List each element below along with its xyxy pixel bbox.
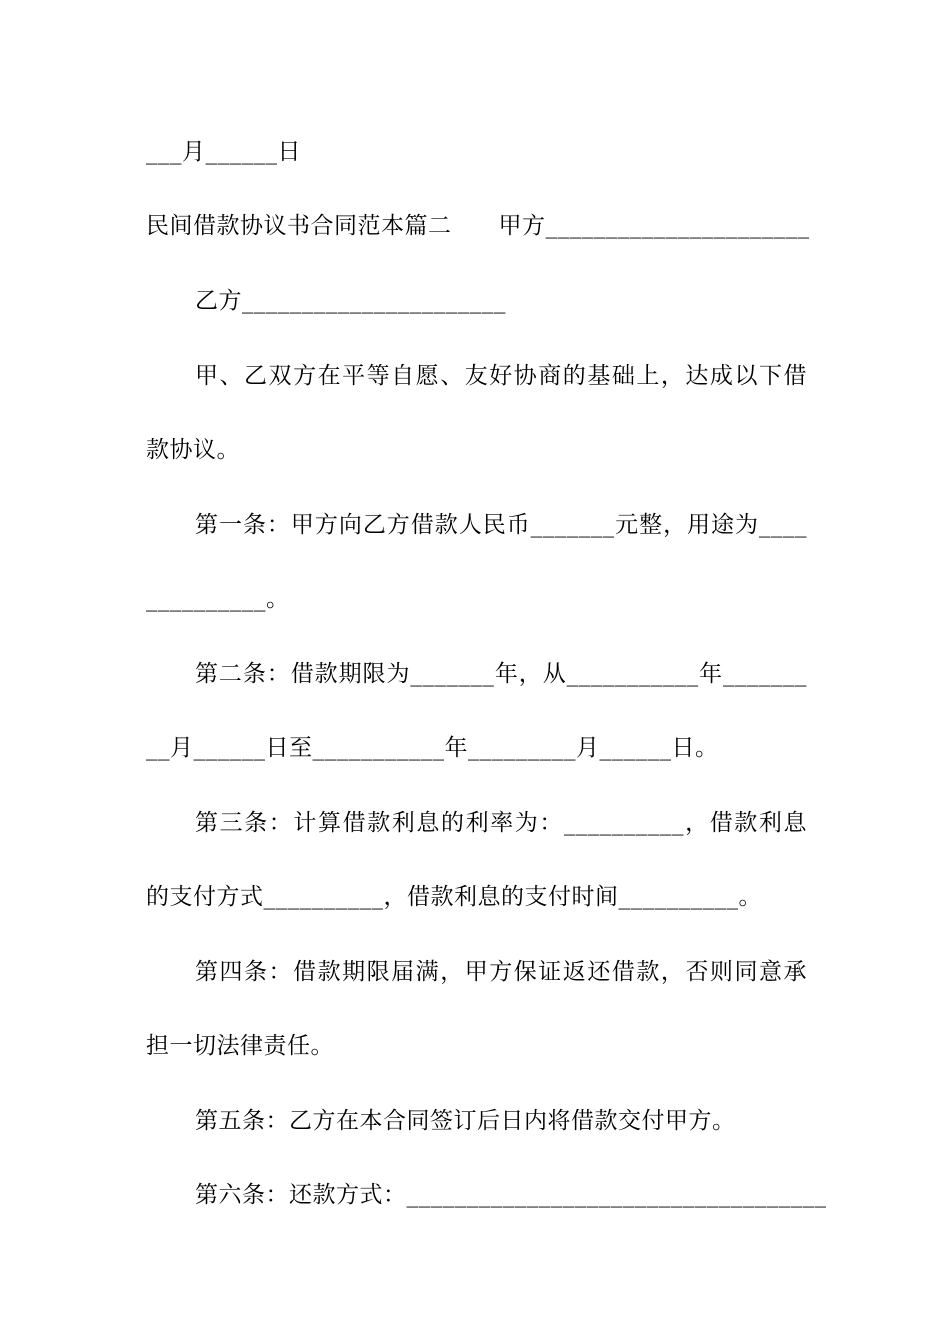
article-3-line-1: 第三条：计算借款利息的利率为：__________，借款利息 <box>195 810 807 836</box>
article-4-line-2: 担一切法律责任。 <box>146 1033 334 1059</box>
article-5-line: 第五条：乙方在本合同签订后日内将借款交付甲方。 <box>195 1108 736 1134</box>
article-3-line-2: 的支付方式__________，借款利息的支付时间__________。 <box>146 884 762 910</box>
intro-paragraph-line-2: 款协议。 <box>146 437 240 463</box>
article-1-line-1: 第一条：甲方向乙方借款人民币_______元整，用途为____ <box>195 512 807 538</box>
intro-paragraph-line-1: 甲、乙双方在平等自愿、友好协商的基础上，达成以下借 <box>195 363 807 389</box>
section-title-party-a: 民间借款协议书合同范本篇二 甲方______________________ <box>146 213 810 239</box>
party-b-line: 乙方______________________ <box>195 288 506 314</box>
article-6-line: 第六条：还款方式：___________________________________ <box>195 1182 827 1208</box>
article-1-line-2: __________。 <box>146 586 290 612</box>
date-line: ___月______日 <box>146 139 301 165</box>
article-4-line-1: 第四条：借款期限届满，甲方保证返还借款，否则同意承 <box>195 959 807 985</box>
article-2-line-1: 第二条：借款期限为_______年，从___________年_______ <box>195 661 807 687</box>
article-2-line-2: __月______日至___________年_________月______日。 <box>146 735 719 761</box>
